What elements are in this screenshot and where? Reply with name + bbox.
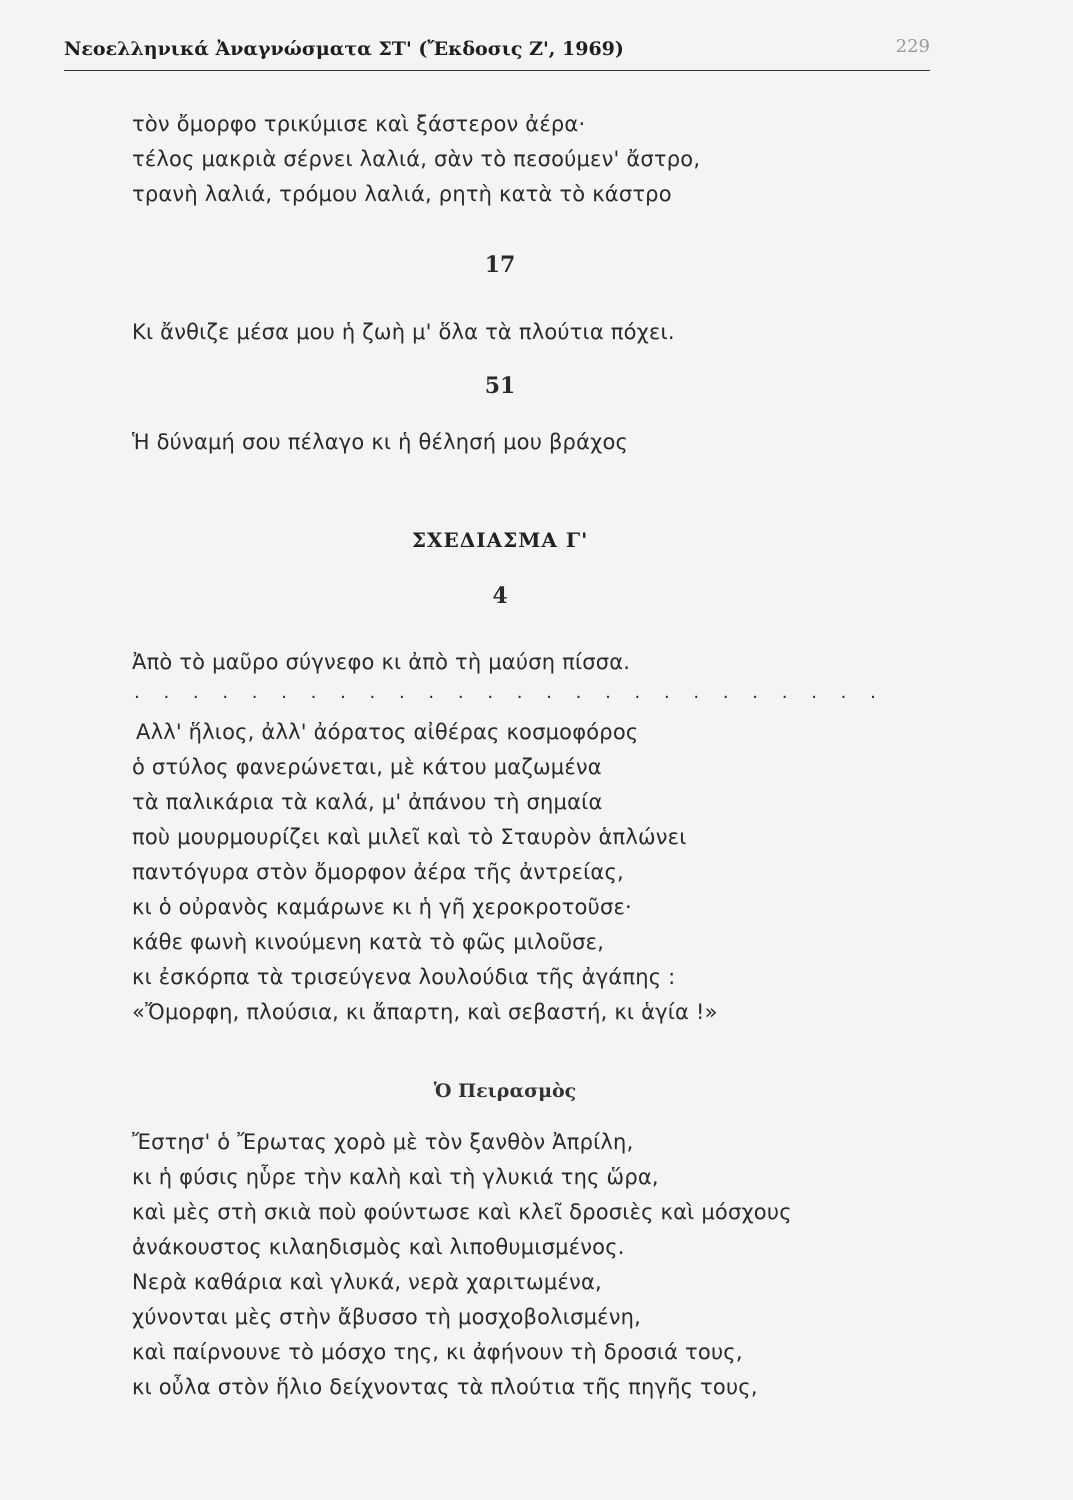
verse-line: κι ἡ φύσις ηὗρε τὴν καλὴ καὶ τὴ γλυκιά της ὥρα, bbox=[132, 1165, 659, 1189]
verse-line: καὶ μὲς στὴ σκιὰ ποὺ φούντωσε καὶ κλεῖ δροσιὲς καὶ μόσχους bbox=[132, 1200, 792, 1224]
verse-line: ποὺ μουρμουρίζει καὶ μιλεῖ καὶ τὸ Σταυρὸν ἁπλώνει bbox=[132, 825, 687, 849]
section-number: 4 bbox=[492, 583, 508, 609]
stanza-top bbox=[132, 107, 700, 212]
verse-line: Ἡ δύναμή σου πέλαγο κι ἡ θέλησή μου βράχος bbox=[132, 430, 629, 454]
verse-line: Ἀπὸ τὸ μαῦρο σύγνεφο κι ἀπὸ τὴ μαύση πίσσα. bbox=[132, 650, 631, 674]
verse-line: κι ὁ οὐρανὸς καμάρωνε κι ἡ γῆ χεροκροτοῦσε· bbox=[132, 895, 632, 919]
verse-line: Ἔστησ' ὁ Ἔρωτας χορὸ μὲ τὸν ξανθὸν Ἀπρίλη, bbox=[132, 1130, 634, 1154]
section-heading: ΣΧΕΔΙΑΣΜΑ Γ' bbox=[411, 528, 589, 552]
verse-line: ἀνάκουστος κιλαηδισμὸς καὶ λιποθυμισμένος. bbox=[132, 1235, 625, 1259]
verse-line: χύνονται μὲς στὴν ἄβυσσο τὴ μοσχοβολισμένη, bbox=[132, 1305, 642, 1329]
verse-line: Νερὰ καθάρια καὶ γλυκά, νερὰ χαριτωμένα, bbox=[132, 1270, 602, 1294]
verse-line: τρανὴ λαλιά, τρόμου λαλιά, ρητὴ κατὰ τὸ κάστρο bbox=[132, 182, 672, 206]
verse-line: ὁ στύλος φανερώνεται, μὲ κάτου μαζωμένα bbox=[132, 755, 602, 779]
verse-line: τὸν ὄμορφο τρικύμισε καὶ ξάστερον ἀέρα· bbox=[132, 112, 586, 136]
fragment-51 bbox=[132, 425, 628, 460]
verse-line: «Ὄμορφη, πλούσια, κι ἄπαρτη, καὶ σεβαστή, κι ἁγία !» bbox=[132, 1000, 718, 1024]
section-stanza bbox=[132, 715, 718, 1030]
poem-title: Ὁ Πειρασμὸς bbox=[433, 1080, 577, 1102]
fragment-17 bbox=[132, 315, 675, 350]
verse-line: κάθε φωνὴ κινούμενη κατὰ τὸ φῶς μιλοῦσε, bbox=[132, 930, 605, 954]
verse-line: καὶ παίρνουνε τὸ μόσχο της, κι ἀφήνουν τὴ δροσιά τους, bbox=[132, 1340, 743, 1364]
verse-line: παντόγυρα στὸν ὄμορφον ἀέρα τῆς ἀντρείας, bbox=[132, 860, 624, 884]
verse-line: Κι ἄνθιζε μέσα μου ἡ ζωὴ μ' ὅλα τὰ πλούτια πόχει. bbox=[132, 320, 675, 344]
running-header bbox=[64, 34, 930, 71]
fragment-number-51: 51 bbox=[484, 373, 516, 399]
poem-stanza bbox=[132, 1125, 792, 1405]
verse-line: Αλλ' ἥλιος, ἀλλ' ἀόρατος αἰθέρας κοσμοφόρος bbox=[136, 720, 639, 744]
running-header-title: Νεοελληνικά Ἀναγνώσματα ΣΤ' (Ἔκδοσις Ζ', 1969) bbox=[64, 38, 624, 60]
verse-line: κι ἐσκόρπα τὰ τρισεύγενα λουλούδια τῆς ἀγάπης : bbox=[132, 965, 676, 989]
omission-dots: . . . . . . . . . . . . . . . . . . . . . . . . . . bbox=[134, 682, 885, 703]
fragment-number-17: 17 bbox=[484, 252, 516, 278]
verse-line: κι οὖλα στὸν ἥλιο δείχνοντας τὰ πλούτια τῆς πηγῆς τους, bbox=[132, 1375, 758, 1399]
verse-line: τὰ παλικάρια τὰ καλά, μ' ἀπάνου τὴ σημαία bbox=[132, 790, 603, 814]
verse-line: τέλος μακριὰ σέρνει λαλιά, σὰν τὸ πεσούμεν' ἄστρο, bbox=[132, 147, 701, 171]
ellipsis-row bbox=[134, 675, 885, 710]
page-number: 229 bbox=[895, 36, 930, 57]
